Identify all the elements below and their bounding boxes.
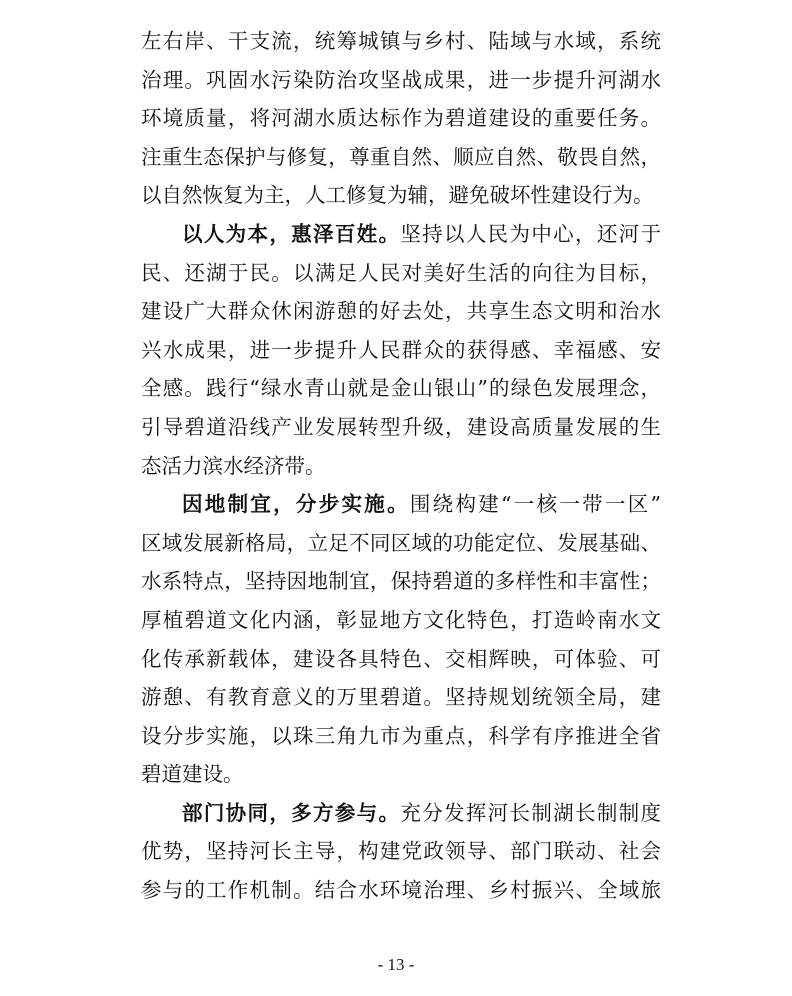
text-line: 区域发展新格局，立足不同区域的功能定位、发展基础、: [141, 530, 661, 555]
text-line: 参与的工作机制。结合水环境治理、乡村振兴、全域旅: [141, 878, 661, 903]
paragraph: [141, 22, 661, 215]
text-line: 化传承新载体，建设各具特色、交相辉映，可体验、可: [141, 646, 661, 671]
text-run: 坚持以人民为中心，还河于: [400, 221, 662, 246]
text-line: 态活力滨水经济带。: [141, 453, 326, 478]
page-number: - 13 -: [377, 955, 415, 974]
text-line: 左右岸、干支流，统筹城镇与乡村、陆域与水域，系统: [141, 29, 661, 53]
text-line: 引导碧道沿线产业发展转型升级，建设高质量发展的生: [141, 414, 661, 439]
text-run: 围绕构建“一核一带一区”: [409, 492, 661, 517]
paragraph-heading: 以人为本，惠泽百姓。: [182, 221, 401, 246]
text-line: 兴水成果，进一步提升人民群众的获得感、幸福感、安: [141, 337, 661, 362]
text-line: 设分步实施，以珠三角九市为重点，科学有序推进全省: [141, 723, 661, 748]
text-line: 以自然恢复为主，人工修复为辅，避免破坏性建设行为。: [141, 183, 654, 208]
text-line: 水系特点，坚持因地制宜，保持碧道的多样性和丰富性；: [141, 569, 661, 594]
text-line: 建设广大群众休闲游憩的好去处，共享生态文明和治水: [141, 299, 661, 324]
text-line: 厚植碧道文化内涵，彰显地方文化特色，打造岭南水文: [141, 607, 661, 632]
body-text: [141, 22, 661, 910]
paragraph: [141, 215, 661, 485]
paragraph-heading: 部门协同，多方参与。: [182, 800, 401, 825]
text-line: 全感。践行“绿水青山就是金山银山”的绿色发展理念，: [141, 376, 661, 401]
paragraph: [141, 794, 661, 910]
paragraph-heading: 因地制宜，分步实施。: [182, 492, 410, 517]
text-line: 治理。巩固水污染防治攻坚战成果，进一步提升河湖水: [141, 67, 661, 92]
text-line: 民、还湖于民。以满足人民对美好生活的向往为目标，: [141, 260, 661, 285]
paragraph-first-line: [141, 485, 661, 524]
text-line: 注重生态保护与修复，尊重自然、顺应自然、敬畏自然，: [141, 144, 661, 169]
paragraph-first-line: [141, 215, 661, 254]
paragraph-first-line: [141, 794, 661, 833]
paragraph: [141, 485, 661, 794]
text-line: 游憩、有教育意义的万里碧道。坚持规划统领全局，建: [141, 685, 661, 710]
text-line: 优势，坚持河长主导，构建党政领导、部门联动、社会: [141, 839, 661, 864]
text-line: 碧道建设。: [141, 762, 244, 787]
text-run: 充分发挥河长制湖长制制度: [400, 800, 662, 825]
text-line: 环境质量，将河湖水质达标作为碧道建设的重要任务。: [141, 106, 661, 131]
